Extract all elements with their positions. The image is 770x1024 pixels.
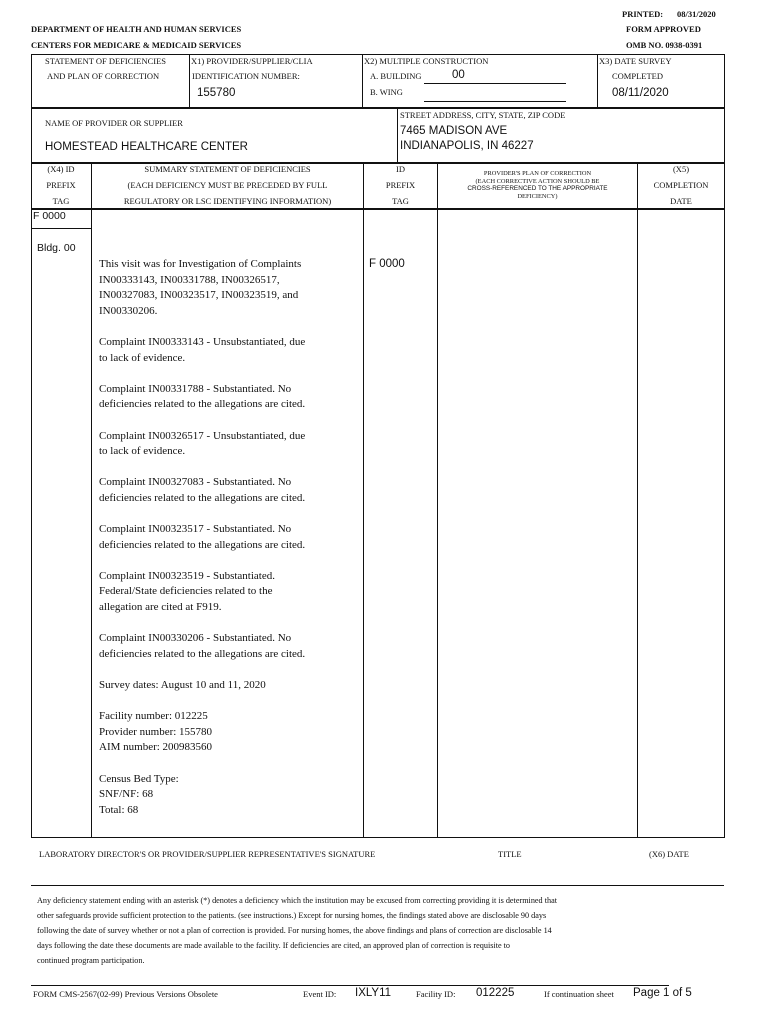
summary-header: SUMMARY STATEMENT OF DEFICIENCIES (144, 164, 311, 174)
form-approved: FORM APPROVED (626, 24, 701, 34)
disclaimer (37, 893, 722, 968)
rule (397, 107, 398, 164)
disclaimer-line: other safeguards provide sufficient protection to the patients. (see instructions.) Except for nursing homes, the findings stated above are disclosable 90 days (37, 911, 547, 920)
rule (637, 162, 638, 838)
x4-prefix: PREFIX (46, 180, 76, 190)
signature-label: LABORATORY DIRECTOR'S OR PROVIDER/SUPPLIER REPRESENTATIVE'S SIGNATURE (39, 849, 376, 859)
continuation-label: If continuation sheet (544, 989, 614, 999)
x6-date-label: (X6) DATE (649, 849, 689, 859)
id-prefix: PREFIX (385, 180, 416, 190)
statement-line: Complaint IN00323519 - Substantiated. (99, 569, 275, 582)
survey-date-value: 08/11/2020 (612, 87, 669, 99)
prefix-tag-right: F 0000 (369, 258, 405, 270)
address-label: STREET ADDRESS, CITY, STATE, ZIP CODE (400, 110, 566, 120)
address-street: 7465 MADISON AVE (400, 125, 508, 137)
statement-line: allegation are cited at F919. (99, 601, 222, 614)
statement-line: Complaint IN00327083 - Substantiated. No (99, 476, 292, 489)
building-tag: Bldg. 00 (37, 242, 76, 254)
x2-label: X2) MULTIPLE CONSTRUCTION (364, 56, 489, 66)
statement-line: IN00330206. (99, 304, 158, 317)
statement-line: Complaint IN00323517 - Substantiated. No (99, 523, 292, 536)
building-underline (424, 83, 566, 84)
statement-line: deficiencies related to the allegations are cited. (99, 398, 306, 411)
x3-label: X3) DATE SURVEY (599, 56, 672, 66)
printed-label: PRINTED: (622, 9, 664, 19)
page-number: Page 1 of 5 (633, 987, 692, 999)
statement-line: deficiencies related to the allegations are cited. (99, 491, 306, 504)
rule (31, 208, 724, 210)
prefix-tag-left: F 0000 (33, 210, 66, 222)
x5-date: DATE (670, 196, 692, 206)
statement-line: AIM number: 200983560 (99, 741, 213, 754)
statement-label: STATEMENT OF DEFICIENCIES (45, 56, 167, 66)
rule (31, 837, 724, 838)
id-tag: TAG (392, 196, 409, 206)
id-header: ID (396, 164, 405, 174)
summary-statement (99, 257, 361, 834)
statement-line: Provider number: 155780 (99, 725, 213, 738)
rule (362, 54, 363, 107)
rule (189, 54, 190, 107)
plan-header-line: (EACH CORRECTIVE ACTION SHOULD BE (475, 177, 600, 185)
statement-paragraph (99, 429, 361, 460)
statement-paragraph (99, 678, 361, 694)
statement-line: to lack of evidence. (99, 445, 186, 458)
statement-line: Facility number: 012225 (99, 710, 208, 723)
x4-header: (X4) ID (47, 164, 75, 174)
event-id-label: Event ID: (303, 989, 337, 999)
x1-sublabel: IDENTIFICATION NUMBER: (192, 71, 300, 81)
statement-line: This visit was for Investigation of Complaints (99, 258, 302, 270)
x1-label: X1) PROVIDER/SUPPLIER/CLIA (191, 56, 313, 66)
statement-line: Survey dates: August 10 and 11, 2020 (99, 679, 266, 692)
x5-completion: COMPLETION (653, 180, 709, 190)
event-id-value: IXLY11 (355, 987, 392, 999)
summary-subheader: (EACH DEFICIENCY MUST BE PRECEDED BY FULL (127, 180, 328, 190)
facility-id-value: 012225 (476, 987, 515, 999)
provider-id-value: 155780 (197, 87, 236, 99)
statement-line: SNF/NF: 68 (99, 788, 154, 801)
plan-of-correction-label: AND PLAN OF CORRECTION (47, 71, 160, 81)
statement-paragraph (99, 475, 361, 506)
statement-line: Complaint IN00331788 - Substantiated. No (99, 382, 292, 395)
x5-header: (X5) (672, 164, 690, 174)
centers-name: CENTERS FOR MEDICARE & MEDICAID SERVICES (31, 40, 242, 50)
statement-line: IN00333143, IN00331788, IN00326517, (99, 273, 280, 286)
rule (363, 162, 364, 838)
form-number: FORM CMS-2567(02-99) Previous Versions Obsolete (33, 989, 218, 999)
summary-subheader-2: REGULATORY OR LSC IDENTIFYING INFORMATION) (123, 196, 332, 206)
rule (31, 107, 724, 109)
plan-header-line: DEFICIENCY) (517, 192, 558, 200)
rule (31, 985, 669, 986)
building-label: A. BUILDING (370, 71, 422, 81)
statement-paragraph (99, 522, 361, 553)
rule (597, 54, 598, 107)
statement-paragraph (99, 772, 361, 819)
statement-paragraph (99, 569, 361, 616)
disclaimer-line: Any deficiency statement ending with an asterisk (*) denotes a deficiency which the institution may be excused from correcting providing it is determined that (37, 896, 557, 905)
plan-header-line: PROVIDER'S PLAN OF CORRECTION (483, 170, 592, 177)
building-value: 00 (452, 69, 465, 81)
department-name: DEPARTMENT OF HEALTH AND HUMAN SERVICES (31, 24, 242, 34)
statement-line: deficiencies related to the allegations are cited. (99, 538, 306, 551)
rule (724, 162, 725, 838)
rule (31, 162, 32, 838)
statement-line: IN00327083, IN00323517, IN00323519, and (99, 289, 299, 302)
printed-date: 08/31/2020 (677, 9, 716, 19)
facility-id-label: Facility ID: (416, 989, 456, 999)
x3-sublabel: COMPLETED (612, 71, 663, 81)
rule (437, 162, 438, 838)
rule (91, 162, 92, 838)
plan-header-line: CROSS-REFERENCED TO THE APPROPRIATE (467, 185, 608, 192)
plan-header (438, 170, 637, 200)
statement-paragraph (99, 257, 361, 319)
provider-label: NAME OF PROVIDER OR SUPPLIER (45, 118, 183, 128)
statement-paragraph (99, 335, 361, 366)
rule (31, 54, 724, 55)
rule (31, 228, 91, 229)
disclaimer-line: continued program participation. (37, 956, 145, 965)
statement-paragraph (99, 709, 361, 756)
statement-line: to lack of evidence. (99, 351, 186, 364)
statement-line: Complaint IN00326517 - Unsubstantiated, due (99, 429, 306, 442)
rule (31, 54, 32, 164)
rule (31, 885, 724, 886)
disclaimer-line: following the date of survey whether or not a plan of correction is provided. For nursing homes, the above findings and plans of correction are disclosable 14 (37, 926, 552, 935)
statement-paragraph (99, 631, 361, 662)
statement-line: Census Bed Type: (99, 772, 179, 785)
wing-label: B. WING (370, 87, 403, 97)
wing-underline (424, 101, 566, 102)
title-label: TITLE (498, 849, 522, 859)
omb-number: OMB NO. 0938-0391 (626, 40, 703, 50)
provider-name: HOMESTEAD HEALTHCARE CENTER (45, 141, 248, 153)
x4-tag: TAG (52, 196, 70, 206)
statement-line: Complaint IN00330206 - Substantiated. No (99, 632, 292, 645)
statement-line: deficiencies related to the allegations are cited. (99, 647, 306, 660)
rule (724, 54, 725, 164)
statement-line: Total: 68 (99, 803, 139, 816)
statement-line: Federal/State deficiencies related to the (99, 585, 273, 598)
statement-paragraph (99, 382, 361, 413)
address-city: INDIANAPOLIS, IN 46227 (400, 140, 534, 152)
disclaimer-line: days following the date these documents are made available to the facility. If deficiencies are cited, an approved plan of correction is requisite to (37, 941, 511, 950)
statement-line: Complaint IN00333143 - Unsubstantiated, due (99, 335, 306, 348)
